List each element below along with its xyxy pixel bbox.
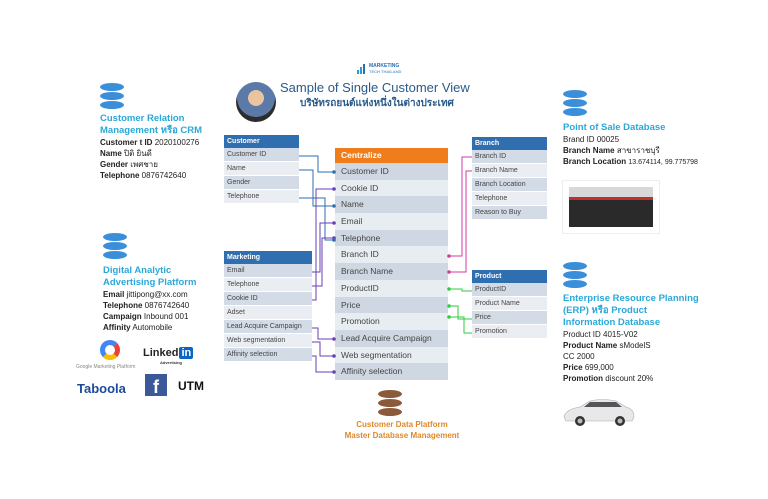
table-row: Telephone: [224, 190, 299, 204]
marketing-table: Marketing Email Telephone Cookie ID Adset Lead Acquire Campaign Web segmentation Affinity selection: [224, 251, 312, 362]
table-row: Email: [335, 213, 448, 230]
table-row: ProductID: [335, 280, 448, 297]
table-row: Promotion: [335, 313, 448, 330]
table-row: Telephone: [224, 278, 312, 292]
table-row: Email: [224, 264, 312, 278]
table-row: Web segmentation: [224, 334, 312, 348]
table-row: Branch Location: [472, 178, 547, 192]
table-row: Branch ID: [472, 150, 547, 164]
table-row: Lead Acquire Campaign: [335, 330, 448, 347]
table-row: Cookie ID: [335, 180, 448, 197]
page-subtitle: บริษัทรถยนต์แห่งหนึ่งในต่างประเทศ: [300, 98, 454, 109]
table-row: Affinity selection: [224, 348, 312, 362]
erp-field: Promotion discount 20%: [563, 374, 654, 383]
car-image: [560, 393, 638, 429]
centralize-table: Centralize Customer ID Cookie ID Name Email Telephone Branch ID Branch Name ProductID Price Promotion Lead Acquire Campaign Web segmentation Affinity selection: [335, 148, 448, 380]
dap-source: Digital Analytic Advertising Platform Email jittipong@xx.com Telephone 0876742640 Campaign Inbound 001 Affinity Automobile: [103, 265, 197, 332]
table-row: Affinity selection: [335, 363, 448, 380]
linkedin-logo: Linked in: [143, 347, 192, 359]
database-icon: [378, 390, 402, 418]
product-table: Product ProductID Product Name Price Promotion: [472, 270, 547, 339]
cdp-label: Customer Data Platform Master Database Management: [344, 420, 460, 440]
table-row: Price: [472, 311, 547, 325]
table-row: Telephone: [335, 230, 448, 247]
table-row: ProductID: [472, 283, 547, 297]
taboola-logo: Taboola: [77, 381, 126, 396]
dap-field: Affinity Automobile: [103, 323, 173, 332]
branch-table: Branch Branch ID Branch Name Branch Location Telephone Reason to Buy: [472, 137, 547, 220]
table-row: Lead Acquire Campaign: [224, 320, 312, 334]
erp-field: Product ID 4015-V02: [563, 330, 638, 339]
erp-field: Price 699,000: [563, 363, 614, 372]
table-row: Promotion: [472, 325, 547, 339]
utm-label: UTM: [178, 379, 204, 393]
pos-source: Point of Sale Database Brand ID 00025 Branch Name สาขาราชบุรี Branch Location 13.674114, 99.775798: [563, 122, 698, 166]
table-row: Reason to Buy: [472, 206, 547, 220]
google-marketing-label: Google Marketing Platform: [76, 364, 136, 370]
erp-field: CC 2000: [563, 352, 595, 361]
table-row: Cookie ID: [224, 292, 312, 306]
database-icon: [563, 262, 587, 290]
page-title: Sample of Single Customer View: [280, 80, 470, 95]
dap-field: Email jittipong@xx.com: [103, 290, 188, 299]
table-row: Product Name: [472, 297, 547, 311]
crm-field: Name ปิติ ยินดี: [100, 149, 152, 158]
database-icon: [563, 90, 587, 118]
table-row: Branch ID: [335, 246, 448, 263]
table-row: Name: [224, 162, 299, 176]
dap-field: Campaign Inbound 001: [103, 312, 189, 321]
table-row: Branch Name: [335, 263, 448, 280]
table-row: Branch Name: [472, 164, 547, 178]
table-row: Name: [335, 196, 448, 213]
table-row: Telephone: [472, 192, 547, 206]
table-row: Gender: [224, 176, 299, 190]
pos-field: Branch Location 13.674114, 99.775798: [563, 157, 698, 166]
dap-field: Telephone 0876742640: [103, 301, 190, 310]
erp-field: Product Name sModelS: [563, 341, 651, 350]
crm-field: Customer t ID 2020100276: [100, 138, 200, 147]
table-row: Customer ID: [224, 148, 299, 162]
crm-source: Customer Relation Management หรือ CRM Customer t ID 2020100276 Name ปิติ ยินดี Gender เพศชาย Telephone 0876742640: [100, 113, 203, 180]
table-row: Web segmentation: [335, 347, 448, 364]
crm-field: Telephone 0876742640: [100, 171, 187, 180]
crm-field: Gender เพศชาย: [100, 160, 158, 169]
erp-source: Enterprise Resource Planning (ERP) หรือ Product Information Database Product ID 4015-V02 Product Name sModelS CC 2000 Price 699,000 Promotion discount 20%: [563, 293, 699, 383]
customer-table: Customer Customer ID Name Gender Telephone: [224, 135, 299, 204]
pos-field: Branch Name สาขาราชบุรี: [563, 146, 660, 155]
table-row: Adset: [224, 306, 312, 320]
table-row: Price: [335, 297, 448, 314]
table-row: Customer ID: [335, 163, 448, 180]
showroom-photo: [563, 181, 659, 233]
facebook-icon: f: [145, 374, 167, 396]
pos-field: Brand ID 00025: [563, 135, 620, 144]
